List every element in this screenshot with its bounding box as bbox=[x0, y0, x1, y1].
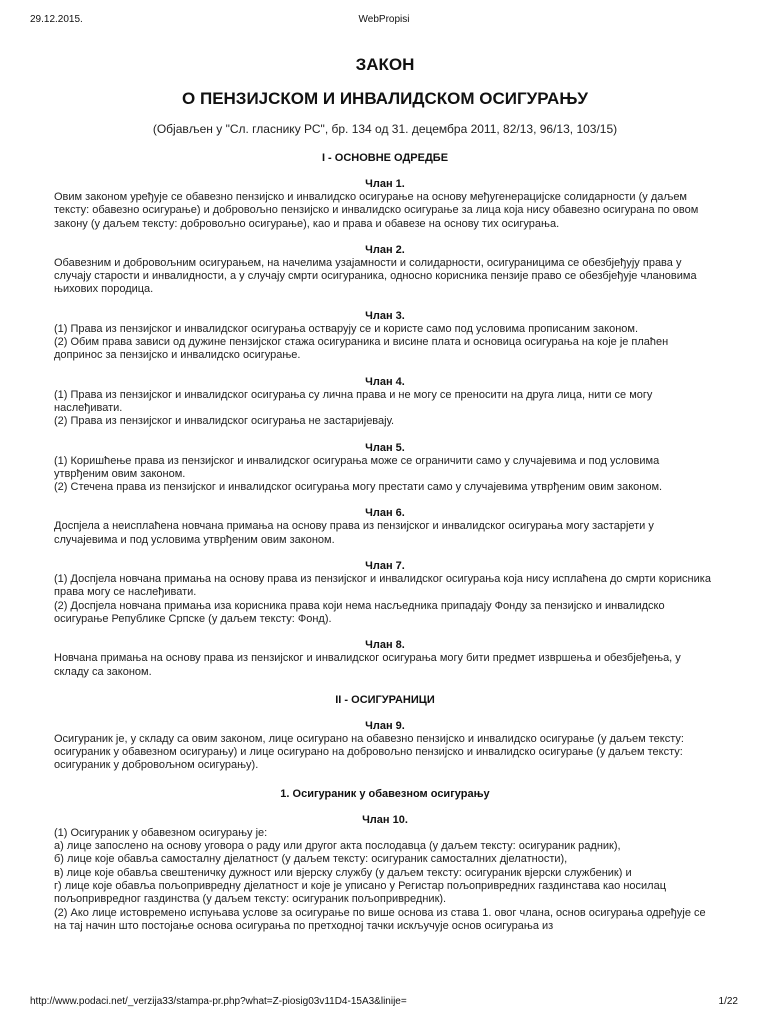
article-title: Члан 2. bbox=[365, 243, 405, 256]
article bbox=[54, 177, 716, 231]
print-footer bbox=[30, 996, 738, 1010]
article-title: Члан 4. bbox=[365, 375, 405, 388]
section-heading-2: II - ОСИГУРАНИЦИ bbox=[335, 693, 435, 706]
article-title: Члан 3. bbox=[365, 309, 405, 322]
print-date: 29.12.2015. bbox=[30, 14, 83, 25]
article-paragraph: в) лице које обавља свештеничку дужност или вјерску службу (у даљем тексту: осигураник вјерски службеник) и bbox=[54, 866, 632, 879]
document-body bbox=[54, 54, 716, 990]
article-title: Члан 6. bbox=[365, 507, 405, 520]
article-paragraph: (1) Доспјела новчана примања на основу права из пензијског и инвалидског осигурања која нису исплаћена до смрти корисника права могу се наслеђивати. bbox=[54, 573, 711, 599]
article-title: Члан 10. bbox=[362, 813, 408, 826]
article-paragraph: Овим законом уређује се обавезно пензијско и инвалидско осигурање на основу међугенерацијске солидарности (у даљем тексту: обавезно осигурање) и добровољно пензијско и инвалидско осигурање за лица која нису обавезно осигурана по овом закону (у даљем тексту: добровољно осигурање), као и права и обавезе на основу тих осигурања. bbox=[54, 191, 699, 230]
article-paragraph: (1) Права из пензијског и инвалидског осигурања су лична права и не могу се преносити на друга лица, нити се могу наслеђивати. bbox=[54, 388, 653, 414]
article-paragraph: а) лице запослено на основу уговора о раду или другог акта послодавца (у даљем тексту: осигураник радник), bbox=[54, 840, 621, 853]
article bbox=[54, 506, 716, 547]
section-heading-1: I - ОСНОВНЕ ОДРЕДБЕ bbox=[321, 152, 449, 164]
article-title: Члан 7. bbox=[365, 560, 405, 573]
article bbox=[54, 375, 716, 429]
article bbox=[54, 243, 716, 297]
article-paragraph: Новчана примања на основу права из пензијског и инвалидског осигурања могу бити предмет извршења и обезбјеђења, у складу са законом. bbox=[54, 652, 681, 678]
document-subtitle: О ПЕНЗИЈСКОМ И ИНВАЛИДСКОМ ОСИГУРАЊУ bbox=[182, 89, 588, 108]
document-title: ЗАКОН bbox=[355, 55, 415, 74]
article-paragraph: Обавезним и добровољним осигурањем, на начелима узајамности и солидарности, осигураницима се обезбјеђују права у случају старости и инвалидности, а у случају смрти осигураника, односно корисника пензије право се обезбјеђује члановима њихових породица. bbox=[54, 256, 697, 296]
article bbox=[54, 559, 716, 626]
subsection-heading: 1. Осигураник у обавезном осигурању bbox=[280, 787, 490, 800]
article bbox=[54, 441, 716, 495]
article-paragraph: (2) Обим права зависи од дужине пензијског стажа осигураника и висине плата и основица осигурања на које је плаћен допринос за пензијско и инвалидско осигурање. bbox=[54, 336, 669, 362]
article bbox=[54, 638, 716, 679]
article-title: Члан 5. bbox=[365, 441, 405, 454]
print-header bbox=[30, 14, 738, 28]
article-paragraph: (1) Права из пензијског и инвалидског осигурања остварују се и користе само под условима прописаним законом. bbox=[54, 322, 639, 335]
article-paragraph: б) лице које обавља самосталну дјелатност (у даљем тексту: осигураник самосталних дјелатности), bbox=[54, 853, 568, 866]
article-title: Члан 9. bbox=[365, 719, 405, 732]
article-paragraph: Осигураник је, у складу са овим законом, лице осигурано на обавезно пензијско и инвалидско осигурање (у даљем тексту: осигураник у обавезном осигурању) и лице осигурано на добровољно пензијско и инвалидско осигурање (у даљем тексту: осигураник у добровољном осигурању). bbox=[54, 732, 684, 772]
article-paragraph: (2) Права из пензијског и инвалидског осигурања не застаријевају. bbox=[54, 415, 395, 428]
article-paragraph: (2) Доспјела новчана примања иза корисника права који нема насљедника припадају Фонду за пензијско и инвалидско осигурање Републике Српске (у даљем тексту: Фонд). bbox=[54, 599, 665, 625]
article-paragraph: (1) Осигураник у обавезном осигурању је: bbox=[54, 826, 268, 839]
article-paragraph: г) лице које обавља пољопривредну дјелатност и које је уписано у Регистар пољопривредних газдинстава као носилац пољопривредног газдинства (у даљем тексту: осигураник пољопривредник). bbox=[54, 879, 666, 906]
article bbox=[54, 813, 716, 933]
article-title: Члан 8. bbox=[365, 639, 405, 652]
article-paragraph: (2) Стечена права из пензијског и инвалидског осигурања могу престати само у случајевима утврђеним овим законом. bbox=[54, 481, 663, 494]
site-name: WebPropisi bbox=[358, 14, 410, 25]
article-paragraph: (2) Ако лице истовремено испуњава услове за осигурање по више основа из става 1. овог члана, основ осигурања одређује се на тај начин што постојање основа осигурања по претходној тачки искључује основ осигурања из bbox=[54, 906, 706, 932]
source-url-link[interactable]: http://www.podaci.net/_verzija33/stampa-pr.php?what=Z-piosig03v11D4-15A3&linije= bbox=[30, 996, 407, 1007]
article bbox=[54, 309, 716, 363]
article bbox=[54, 719, 716, 773]
publication-note: (Објављен у "Сл. гласнику РС", бр. 134 од 31. децембра 2011, 82/13, 96/13, 103/15) bbox=[152, 122, 618, 136]
article-title: Члан 1. bbox=[365, 178, 405, 190]
article-paragraph: Доспјела а неисплаћена новчана примања на основу права из пензијског и инвалидског осигурања могу застарјети у случајевима и под условима утврђеним овим законом. bbox=[54, 520, 654, 546]
page-number: 1/22 bbox=[718, 996, 738, 1007]
article-paragraph: (1) Коришћење права из пензијског и инвалидског осигурања може се ограничити само у случајевима и под условима утврђеним овим законом. bbox=[54, 454, 660, 480]
